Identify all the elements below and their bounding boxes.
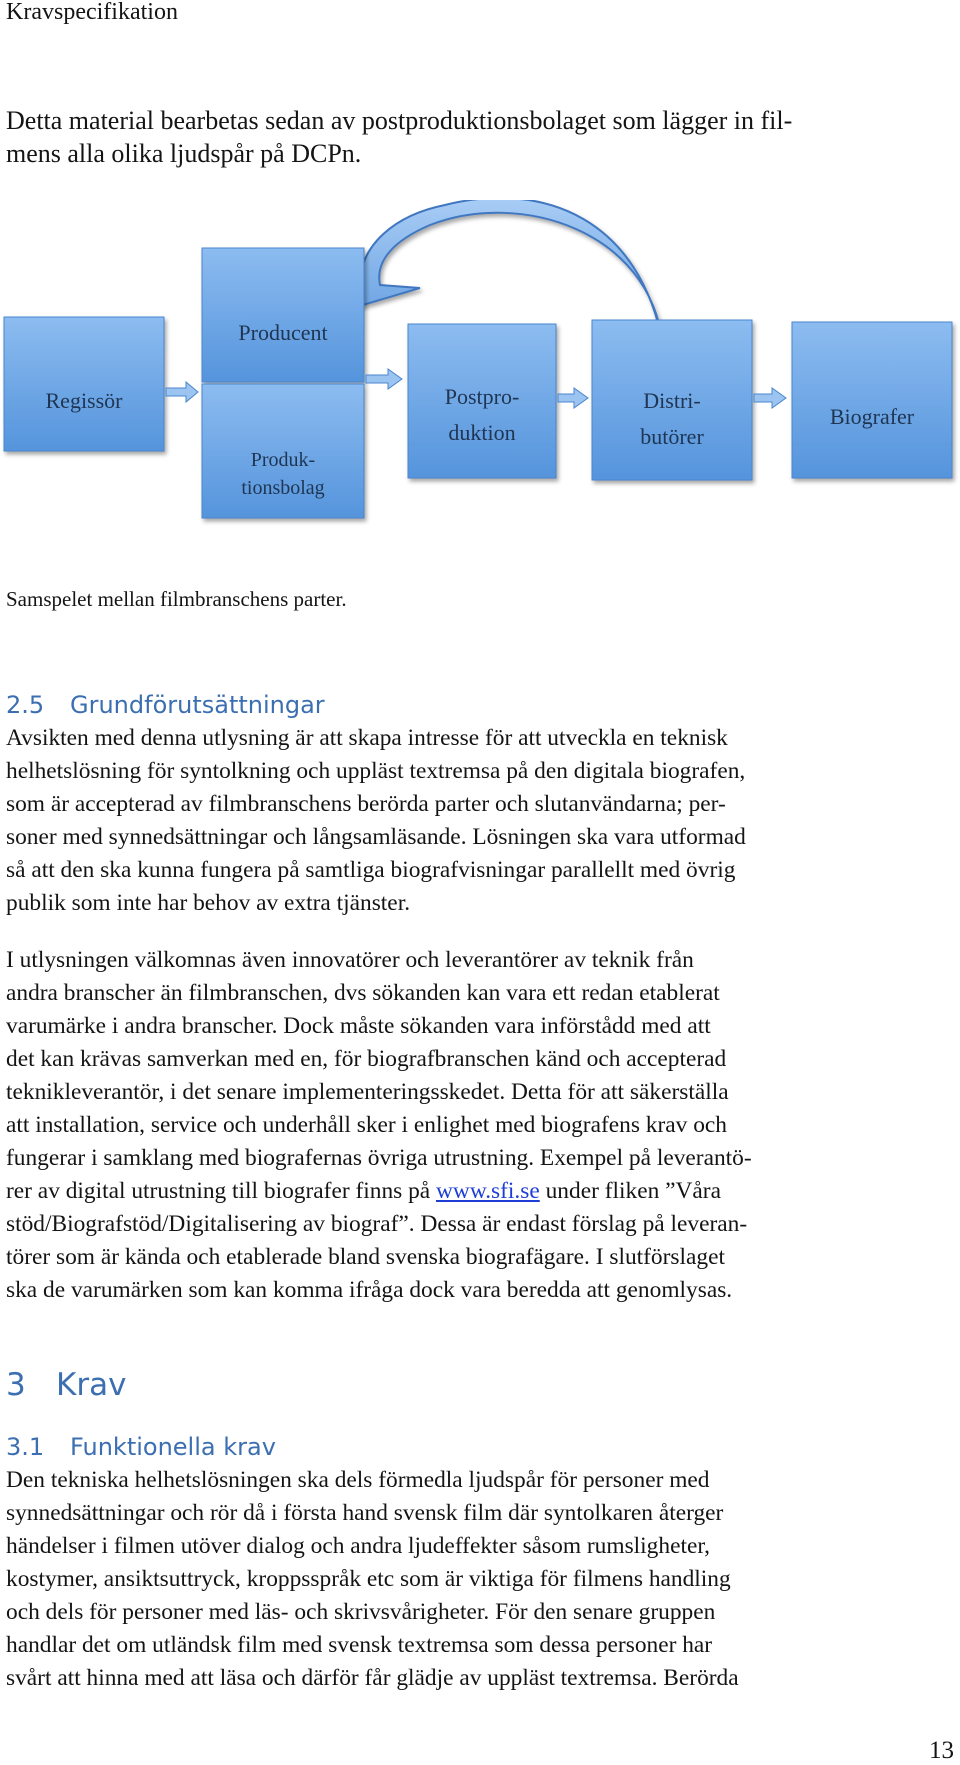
text-line: andra branscher än filmbranschen, dvs sökanden kan vara ett redan etablerat [6,980,720,1006]
section-heading-3-1 [6,1432,276,1462]
text-line: fungerar i samklang med biografernas övriga utrustning. Exempel på leverantö- [6,1145,752,1171]
regissor-label: Regissör [45,388,123,413]
page-number: 13 [929,1737,954,1764]
section-number: 3 [6,1367,26,1403]
industry-flow-diagram [0,200,960,540]
text-line: Detta material bearbetas sedan av postproduktionsbolaget som lägger in fil- [6,106,793,135]
text-line: teknikleverantör, i det senare implementeringsskedet. Detta för att säkerställa [6,1079,729,1105]
figure-caption: Samspelet mellan filmbranschens parter. [6,587,347,611]
biografer-box [792,322,952,478]
produktionsbolag-label-line-1: Produk- [250,449,316,471]
section-number: 3.1 [6,1433,45,1461]
section-title: Grundförutsättningar [70,691,325,719]
section-title: Krav [56,1367,127,1403]
text-line: så att den ska kunna fungera på samtliga biografvisningar parallellt med övrig [6,857,736,883]
text-line: mens alla olika ljudspår på DCPn. [6,139,362,168]
section-heading-2-5 [6,690,325,720]
biografer-label: Biografer [829,404,915,429]
arrow-regissor-to-producent-icon [166,382,198,402]
produktionsbolag-label-line-2: tionsbolag [241,477,325,499]
paragraph-grundforutsattningar-1 [6,722,946,920]
link-line-prefix: rer av digital utrustning till biografer finns på [6,1178,437,1204]
paragraph-grundforutsattningar-2 [6,944,946,1307]
producent-label: Producent [238,320,328,345]
text-line: ska de varumärken som kan komma ifråga dock vara beredda att genomlysas. [6,1277,733,1303]
postproduktion-label-line-2: duktion [448,420,516,445]
text-line: törer som är kända och etablerade bland svenska biografägare. I slutförslaget [6,1244,725,1270]
sfi-link[interactable]: www.sfi.se [436,1178,540,1204]
text-line: varumärke i andra branscher. Dock måste sökanden vara införstådd med att [6,1013,711,1039]
text-line: som är accepterad av filmbranschens berörda parter och slutanvändarna; per- [6,791,726,817]
text-line: att installation, service och underhåll sker i enlighet med biografens krav och [6,1112,727,1138]
postproduktion-label-line-1: Postpro- [444,384,520,409]
text-line-with-link [6,1175,946,1208]
text-line: helhetslösning för syntolkning och uppläst textremsa på den digitala biografen, [6,758,746,784]
text-line: svårt att hinna med att läsa och därför får glädje av uppläst textremsa. Berörda [6,1665,739,1691]
distributorer-label-line-2: butörer [640,424,704,449]
text-line: kostymer, ansiktsuttryck, kroppsspråk etc som är viktiga för filmens handling [6,1566,731,1592]
arrow-postproduktion-to-distributorer-icon [558,388,588,408]
text-line: synnedsättningar och rör då i första hand svensk film där syntolkaren återger [6,1500,724,1526]
text-line: I utlysningen välkomnas även innovatörer och leverantörer av teknik från [6,947,694,973]
paragraph-funktionella-krav [6,1464,946,1695]
text-line: Avsikten med denna utlysning är att skapa intresse för att utveckla en teknisk [6,725,728,751]
running-header: Kravspecifikation [6,0,178,25]
regissor-box [4,317,164,451]
text-line: publik som inte har behov av extra tjänster. [6,890,411,916]
arrow-distributorer-to-biografer-icon [754,388,786,408]
intro-paragraph [6,104,906,170]
text-line: soner med synnedsättningar och långsamläsande. Lösningen ska vara utformad [6,824,746,850]
text-line: Den tekniska helhetslösningen ska dels förmedla ljudspår för personer med [6,1467,710,1493]
arrow-producent-to-postproduktion-icon [366,369,402,389]
section-title: Funktionella krav [70,1433,276,1461]
distributorer-label-line-1: Distri- [643,388,701,413]
text-line: det kan krävas samverkan med en, för biografbranschen känd och accepterad [6,1046,727,1072]
section-number: 2.5 [6,691,45,719]
text-line: stöd/Biografstöd/Digitalisering av biograf”. Dessa är endast förslag på leveran- [6,1211,748,1237]
section-heading-3 [6,1366,126,1404]
link-line-suffix: under fliken ”Våra [539,1178,721,1204]
text-line: händelser i filmen utöver dialog och andra ljudeffekter såsom rumsligheter, [6,1533,711,1559]
text-line: handlar det om utländsk film med svensk textremsa som dessa personer har [6,1632,713,1658]
text-line: och dels för personer med läs- och skrivsvårigheter. För den senare gruppen [6,1599,716,1625]
producent-box [202,248,364,382]
